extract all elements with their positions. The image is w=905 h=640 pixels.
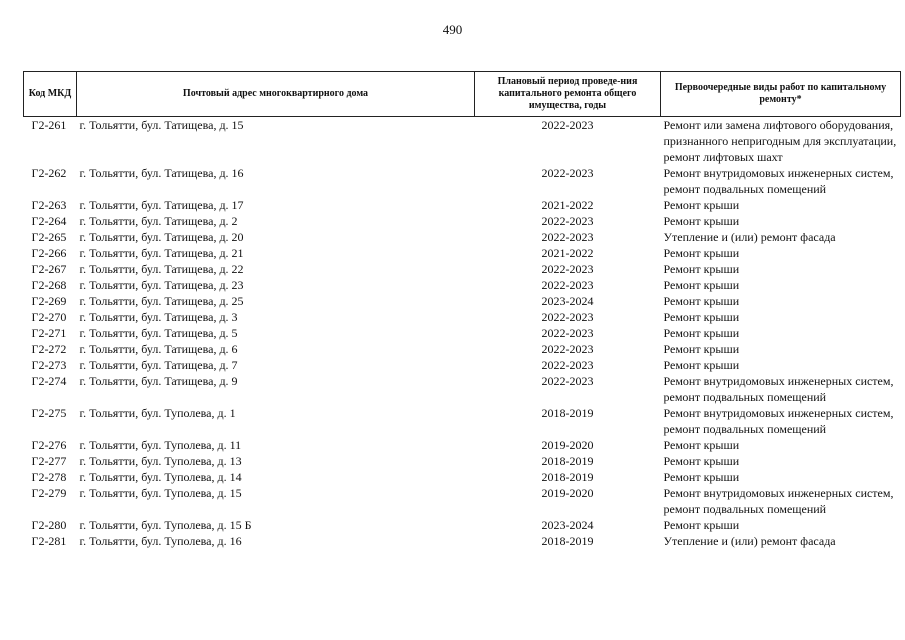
cell-works: Ремонт крыши — [663, 438, 740, 452]
cell-code: Г2-266 — [31, 246, 67, 260]
table-row — [24, 117, 901, 166]
cell-address: г. Тольятти, бул. Татищева, д. 9 — [79, 374, 238, 388]
table-row — [24, 213, 901, 229]
cell-works: Ремонт или замена лифтового оборудования, признанного непригодным для эксплуатации, ремонт лифтовых шахт — [663, 118, 897, 164]
table-row — [24, 325, 901, 341]
cell-works: Ремонт внутридомовых инженерных систем, ремонт подвальных помещений — [663, 486, 894, 516]
cell-address: г. Тольятти, бул. Татищева, д. 2 — [79, 214, 238, 228]
cell-address: г. Тольятти, бул. Татищева, д. 7 — [79, 358, 238, 372]
cell-works: Утепление и (или) ремонт фасада — [663, 230, 836, 244]
cell-period: 2022-2023 — [541, 358, 594, 372]
table-row — [24, 517, 901, 533]
cell-code: Г2-269 — [31, 294, 67, 308]
cell-code: Г2-272 — [31, 342, 67, 356]
cell-address: г. Тольятти, бул. Туполева, д. 16 — [79, 534, 242, 548]
cell-code: Г2-262 — [31, 166, 67, 180]
cell-period: 2023-2024 — [541, 518, 594, 532]
cell-works: Ремонт крыши — [663, 518, 740, 532]
table-row — [24, 341, 901, 357]
cell-period: 2018-2019 — [541, 470, 594, 484]
table-row — [24, 229, 901, 245]
table-row — [24, 405, 901, 437]
header-period: Плановый период проведе-ния капитального ремонта общего имущества, годы — [475, 72, 661, 117]
cell-period: 2018-2019 — [541, 454, 594, 468]
cell-period: 2022-2023 — [541, 166, 594, 180]
table-row — [24, 277, 901, 293]
cell-code: Г2-275 — [31, 406, 67, 420]
table-row — [24, 485, 901, 517]
header-address: Почтовый адрес многоквартирного дома — [77, 72, 475, 117]
cell-code: Г2-271 — [31, 326, 67, 340]
cell-works: Ремонт крыши — [663, 214, 740, 228]
cell-period: 2019-2020 — [541, 438, 594, 452]
cell-period: 2022-2023 — [541, 118, 594, 132]
cell-address: г. Тольятти, бул. Татищева, д. 3 — [79, 310, 238, 324]
table-row — [24, 309, 901, 325]
cell-address: г. Тольятти, бул. Туполева, д. 13 — [79, 454, 242, 468]
cell-code: Г2-268 — [31, 278, 67, 292]
cell-works: Ремонт внутридомовых инженерных систем, ремонт подвальных помещений — [663, 374, 894, 404]
cell-code: Г2-276 — [31, 438, 67, 452]
cell-works: Ремонт внутридомовых инженерных систем, ремонт подвальных помещений — [663, 406, 894, 436]
cell-period: 2022-2023 — [541, 230, 594, 244]
cell-code: Г2-261 — [31, 118, 67, 132]
cell-period: 2022-2023 — [541, 278, 594, 292]
cell-code: Г2-280 — [31, 518, 67, 532]
table-row — [24, 261, 901, 277]
cell-works: Ремонт внутридомовых инженерных систем, ремонт подвальных помещений — [663, 166, 894, 196]
cell-period: 2018-2019 — [541, 534, 594, 548]
cell-address: г. Тольятти, бул. Туполева, д. 1 — [79, 406, 236, 420]
cell-code: Г2-265 — [31, 230, 67, 244]
cell-works: Ремонт крыши — [663, 262, 740, 276]
cell-code: Г2-264 — [31, 214, 67, 228]
cell-period: 2021-2022 — [541, 198, 594, 212]
table-row — [24, 453, 901, 469]
cell-period: 2018-2019 — [541, 406, 594, 420]
cell-code: Г2-263 — [31, 198, 67, 212]
table-row — [24, 245, 901, 261]
cell-address: г. Тольятти, бул. Татищева, д. 20 — [79, 230, 244, 244]
table-row — [24, 357, 901, 373]
cell-works: Утепление и (или) ремонт фасада — [663, 534, 836, 548]
cell-period: 2021-2022 — [541, 246, 594, 260]
cell-works: Ремонт крыши — [663, 246, 740, 260]
cell-address: г. Тольятти, бул. Татищева, д. 25 — [79, 294, 244, 308]
cell-address: г. Тольятти, бул. Туполева, д. 14 — [79, 470, 242, 484]
cell-period: 2023-2024 — [541, 294, 594, 308]
cell-code: Г2-267 — [31, 262, 67, 276]
cell-period: 2022-2023 — [541, 374, 594, 388]
table-row — [24, 293, 901, 309]
table-row — [24, 197, 901, 213]
cell-code: Г2-278 — [31, 470, 67, 484]
cell-address: г. Тольятти, бул. Татищева, д. 23 — [79, 278, 244, 292]
cell-works: Ремонт крыши — [663, 342, 740, 356]
cell-works: Ремонт крыши — [663, 294, 740, 308]
cell-address: г. Тольятти, бул. Туполева, д. 15 Б — [79, 518, 252, 532]
cell-address: г. Тольятти, бул. Туполева, д. 15 — [79, 486, 242, 500]
cell-period: 2022-2023 — [541, 326, 594, 340]
cell-works: Ремонт крыши — [663, 198, 740, 212]
cell-period: 2022-2023 — [541, 214, 594, 228]
cell-address: г. Тольятти, бул. Татищева, д. 16 — [79, 166, 244, 180]
cell-code: Г2-270 — [31, 310, 67, 324]
table-row — [24, 165, 901, 197]
cell-address: г. Тольятти, бул. Татищева, д. 15 — [79, 118, 244, 132]
cell-code: Г2-277 — [31, 454, 67, 468]
cell-period: 2022-2023 — [541, 310, 594, 324]
table-body — [24, 117, 901, 550]
cell-address: г. Тольятти, бул. Татищева, д. 5 — [79, 326, 238, 340]
cell-works: Ремонт крыши — [663, 278, 740, 292]
table-row — [24, 533, 901, 549]
cell-address: г. Тольятти, бул. Татищева, д. 6 — [79, 342, 238, 356]
cell-code: Г2-274 — [31, 374, 67, 388]
cell-address: г. Тольятти, бул. Татищева, д. 21 — [79, 246, 244, 260]
cell-address: г. Тольятти, бул. Татищева, д. 17 — [79, 198, 244, 212]
cell-address: г. Тольятти, бул. Татищева, д. 22 — [79, 262, 244, 276]
cell-code: Г2-273 — [31, 358, 67, 372]
cell-works: Ремонт крыши — [663, 358, 740, 372]
cell-works: Ремонт крыши — [663, 310, 740, 324]
table-row — [24, 437, 901, 453]
table-row — [24, 469, 901, 485]
cell-code: Г2-281 — [31, 534, 67, 548]
header-code: Код МКД — [24, 72, 77, 117]
table-row — [24, 373, 901, 405]
cell-address: г. Тольятти, бул. Туполева, д. 11 — [79, 438, 242, 452]
cell-code: Г2-279 — [31, 486, 67, 500]
cell-period: 2022-2023 — [541, 342, 594, 356]
cell-period: 2022-2023 — [541, 262, 594, 276]
cell-works: Ремонт крыши — [663, 470, 740, 484]
header-works: Первоочередные виды работ по капитальному ремонту* — [661, 72, 901, 117]
cell-period: 2019-2020 — [541, 486, 594, 500]
cell-works: Ремонт крыши — [663, 326, 740, 340]
cell-works: Ремонт крыши — [663, 454, 740, 468]
capital-repair-table — [23, 71, 901, 549]
table-header — [24, 72, 901, 117]
page-number: 490 — [442, 22, 463, 37]
